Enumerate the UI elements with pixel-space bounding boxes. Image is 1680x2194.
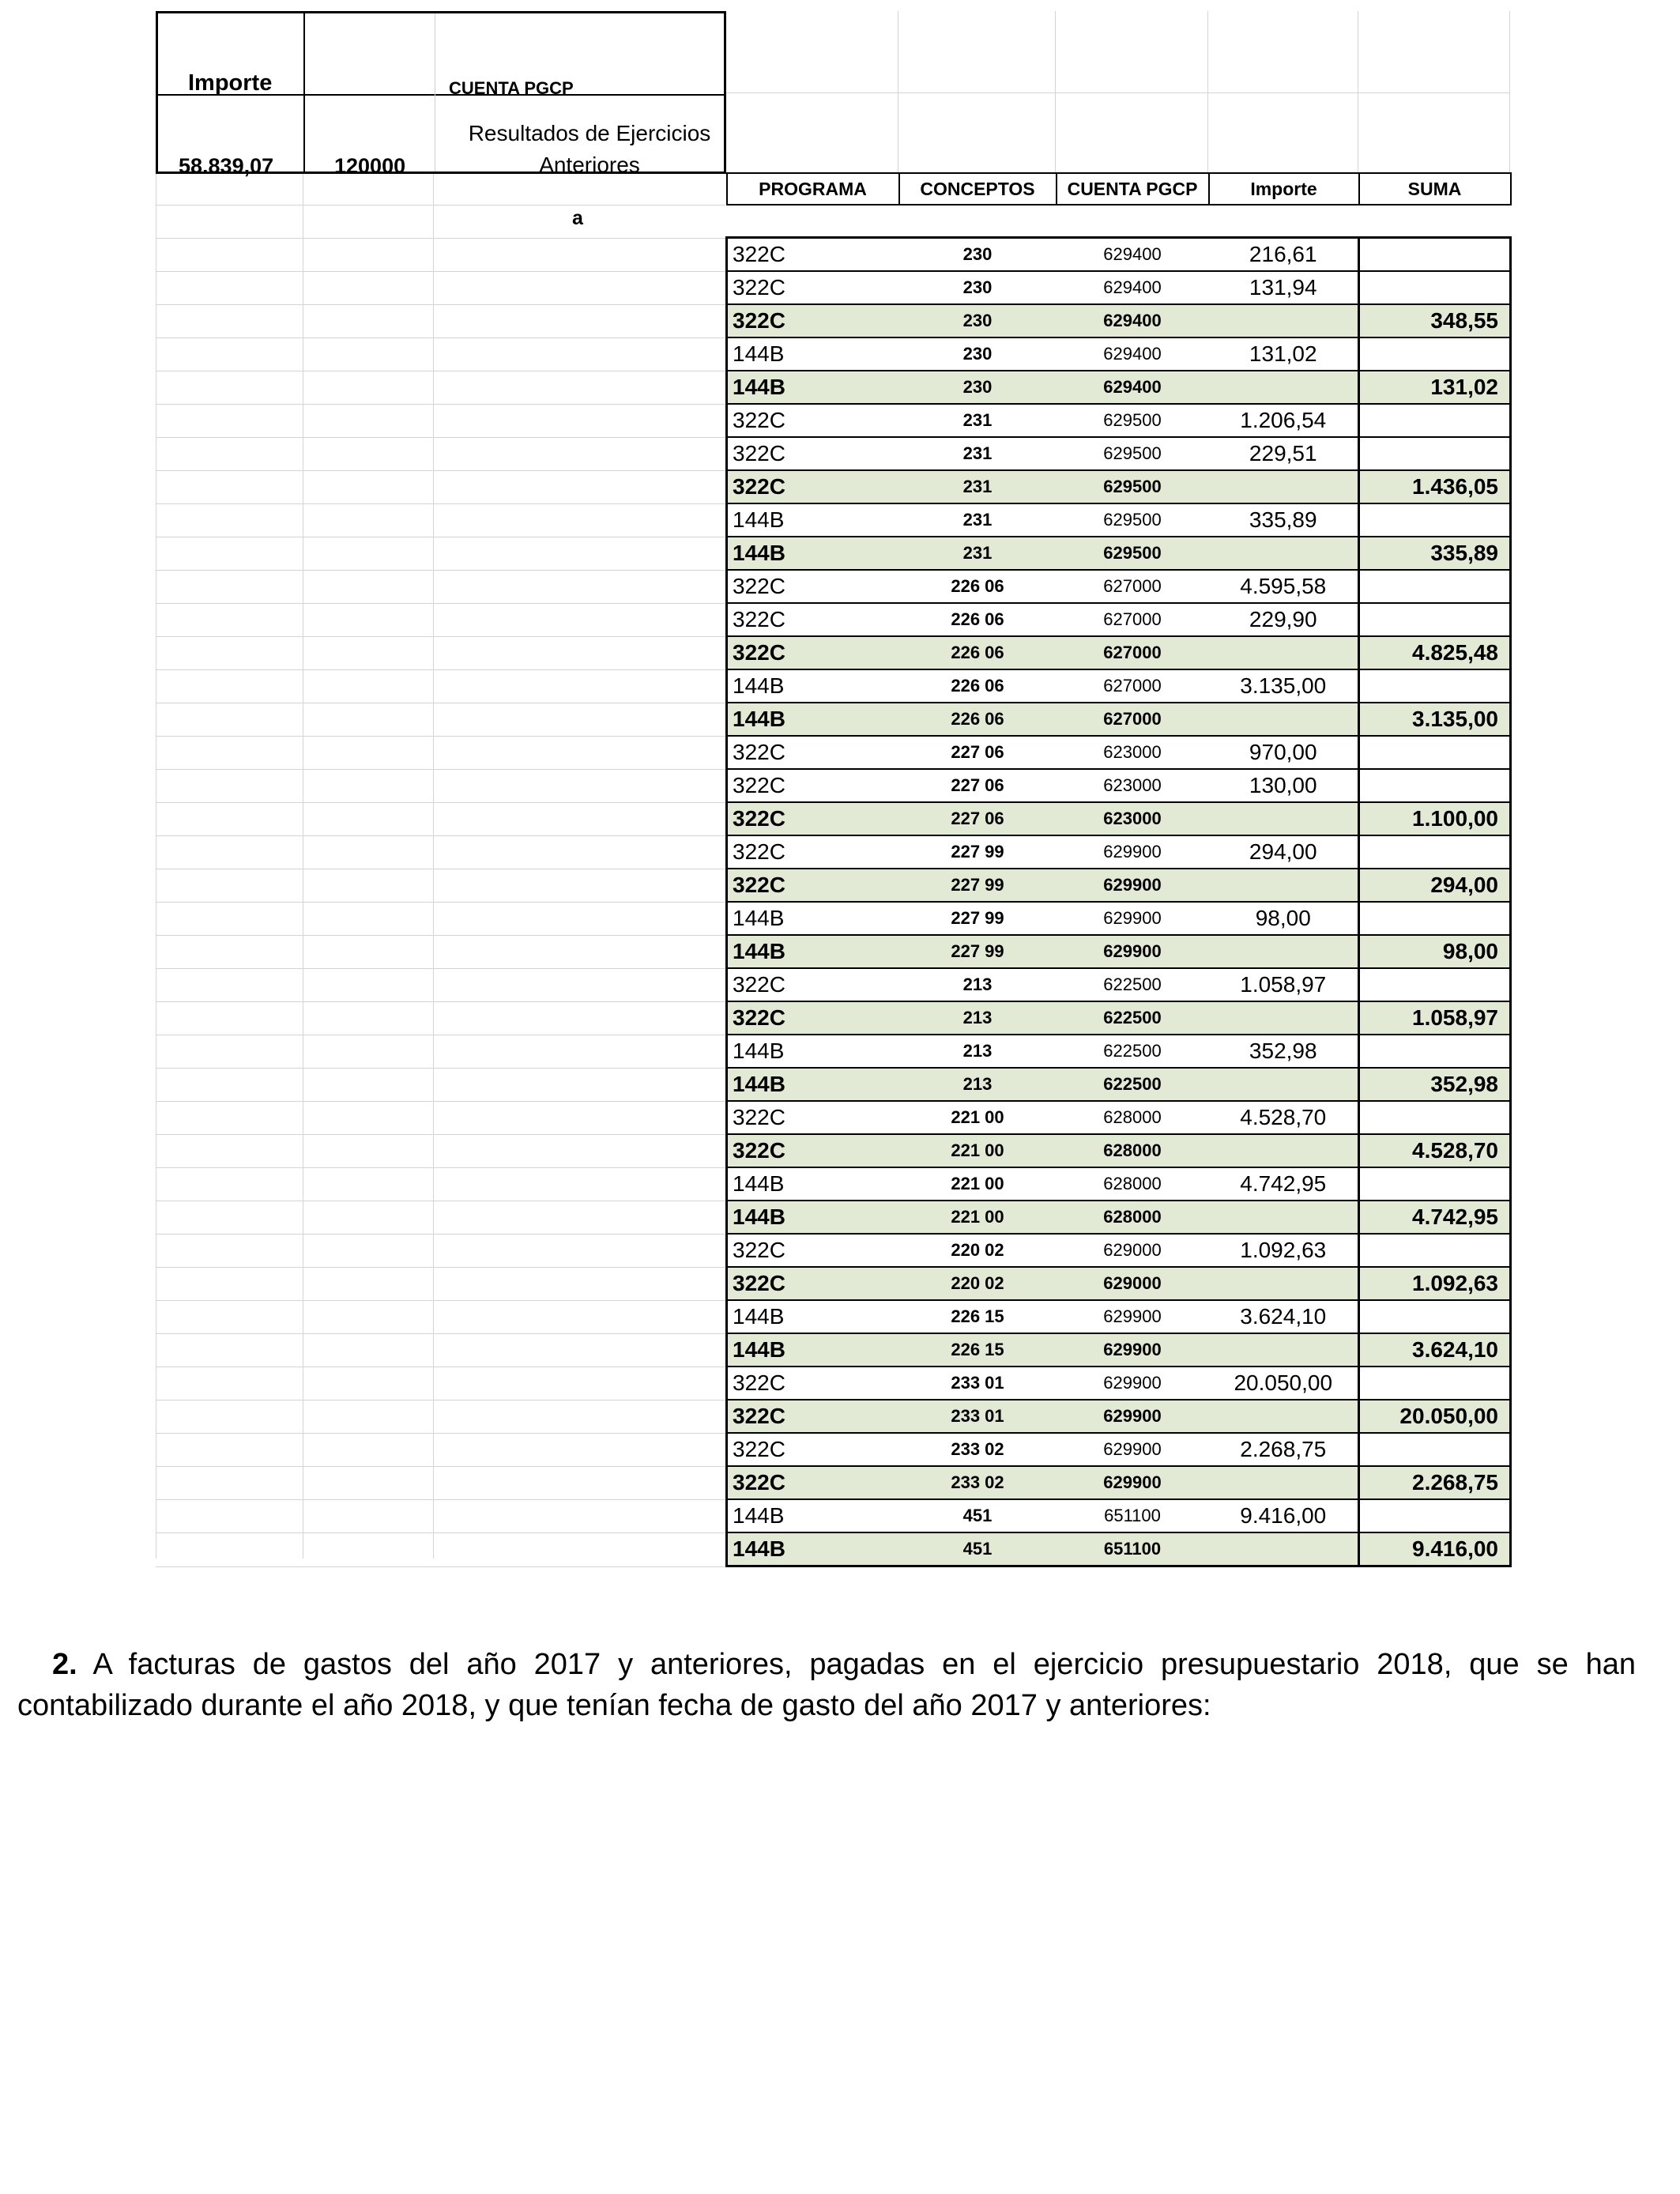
cell-cuenta: 627000 — [1057, 570, 1209, 603]
cell-suma — [1359, 902, 1511, 935]
cell-importe: 131,02 — [1209, 337, 1359, 371]
gridline — [156, 1234, 725, 1235]
cell-cuenta: 627000 — [1057, 669, 1209, 703]
table-body — [727, 205, 1511, 1566]
cell-cuenta: 623000 — [1057, 802, 1209, 835]
table-row — [727, 902, 1511, 935]
cell-importe — [1209, 935, 1359, 968]
cell-importe — [1209, 1134, 1359, 1167]
cell-cuenta: 622500 — [1057, 1035, 1209, 1068]
cell-suma — [1359, 1101, 1511, 1134]
cell-concepto: 451 — [899, 1499, 1057, 1532]
gridline — [156, 968, 725, 969]
cell-importe: 3.135,00 — [1209, 669, 1359, 703]
cell-programa: 322C — [727, 1400, 899, 1433]
cell-cuenta: 629000 — [1057, 1234, 1209, 1267]
gridline — [156, 238, 725, 239]
cell-programa: 144B — [727, 1035, 899, 1068]
cell-suma — [1359, 1499, 1511, 1532]
gridline — [156, 503, 725, 504]
cell-suma — [1359, 769, 1511, 802]
cell-programa: 322C — [727, 1367, 899, 1400]
cell-cuenta: 629000 — [1057, 1267, 1209, 1300]
cell-suma: 98,00 — [1359, 935, 1511, 968]
gridline — [156, 902, 725, 903]
cell-importe: 970,00 — [1209, 736, 1359, 769]
cell-programa: 322C — [727, 1134, 899, 1167]
cell-cuenta: 627000 — [1057, 636, 1209, 669]
cell-programa: 144B — [727, 1068, 899, 1101]
subtotal-row — [727, 636, 1511, 669]
cell-suma — [1359, 1300, 1511, 1333]
cell-cuenta: 651100 — [1057, 1532, 1209, 1566]
cell-concepto: 231 — [899, 470, 1057, 503]
cell-importe — [1209, 1001, 1359, 1035]
subtotal-row — [727, 802, 1511, 835]
gridline — [156, 470, 725, 471]
cell-importe: 1.092,63 — [1209, 1234, 1359, 1267]
cell-programa: 144B — [727, 503, 899, 537]
cell-programa: 144B — [727, 902, 899, 935]
gridline — [156, 1001, 725, 1002]
cell-concepto: 231 — [899, 537, 1057, 570]
gridline — [156, 1267, 725, 1268]
header-block — [156, 11, 726, 178]
table-row — [727, 1234, 1511, 1267]
cell-cuenta: 628000 — [1057, 1101, 1209, 1134]
cell-programa: 322C — [727, 304, 899, 337]
cell-concepto: 213 — [899, 1001, 1057, 1035]
cell-cuenta: 627000 — [1057, 703, 1209, 736]
cell-programa: 322C — [727, 404, 899, 437]
cell-concepto: 230 — [899, 271, 1057, 304]
cell-programa: 322C — [727, 470, 899, 503]
subtotal-row — [727, 470, 1511, 503]
table-row — [727, 968, 1511, 1001]
gridline — [156, 437, 725, 438]
cell-importe: 9.416,00 — [1209, 1499, 1359, 1532]
subtotal-row — [727, 1466, 1511, 1499]
cell-concepto: 233 01 — [899, 1367, 1057, 1400]
cell-programa: 322C — [727, 968, 899, 1001]
cell-cuenta: 629500 — [1057, 503, 1209, 537]
table-row — [727, 1300, 1511, 1333]
section-text: A facturas de gastos del año 2017 y anteriores, pagadas en el ejercicio presupuestario 2018, que se han contabilizado durante el año 2018, y que tenían fecha de gasto del año 2017 y anteriores: — [17, 1648, 1637, 1722]
table-row — [727, 570, 1511, 603]
cell-importe — [1209, 1068, 1359, 1101]
table-row — [727, 337, 1511, 371]
cell-cuenta: 628000 — [1057, 1201, 1209, 1234]
cell-concepto: 233 02 — [899, 1433, 1057, 1466]
cell-concepto: 221 00 — [899, 1201, 1057, 1234]
gridline — [156, 935, 725, 936]
cell-cuenta: 622500 — [1057, 968, 1209, 1001]
cell-suma — [1359, 1367, 1511, 1400]
cell-suma: 348,55 — [1359, 304, 1511, 337]
cell-importe — [1209, 537, 1359, 570]
cell-programa: 322C — [727, 1433, 899, 1466]
gridline — [156, 1300, 725, 1301]
cell-concepto: 226 06 — [899, 669, 1057, 703]
subtotal-row — [727, 869, 1511, 902]
cell-importe: 2.268,75 — [1209, 1433, 1359, 1466]
cell-suma: 1.092,63 — [1359, 1267, 1511, 1300]
cell-programa: 322C — [727, 271, 899, 304]
cell-concepto: 230 — [899, 304, 1057, 337]
cell-cuenta: 628000 — [1057, 1167, 1209, 1201]
spacer-row — [727, 205, 1511, 238]
cell-programa: 322C — [727, 603, 899, 636]
gridline — [156, 1101, 725, 1102]
cell-programa: 144B — [727, 337, 899, 371]
cell-suma — [1359, 669, 1511, 703]
cell-importe: 229,90 — [1209, 603, 1359, 636]
cell-importe — [1209, 1333, 1359, 1367]
cell-concepto: 226 06 — [899, 570, 1057, 603]
cell-programa: 144B — [727, 1532, 899, 1566]
cell-programa: 144B — [727, 935, 899, 968]
cell-concepto: 231 — [899, 437, 1057, 470]
cell-importe: 4.528,70 — [1209, 1101, 1359, 1134]
cell-cuenta: 629900 — [1057, 1367, 1209, 1400]
cell-programa: 322C — [727, 437, 899, 470]
cell-cuenta: 629900 — [1057, 1333, 1209, 1367]
cell-importe: 131,94 — [1209, 271, 1359, 304]
gridline — [156, 1068, 725, 1069]
cell-concepto: 221 00 — [899, 1134, 1057, 1167]
subtotal-row — [727, 935, 1511, 968]
cell-suma — [1359, 337, 1511, 371]
cell-cuenta: 629400 — [1057, 371, 1209, 404]
cell-suma — [1359, 603, 1511, 636]
cell-suma: 352,98 — [1359, 1068, 1511, 1101]
col-header-conceptos: CONCEPTOS — [899, 173, 1057, 205]
cell-importe: 216,61 — [1209, 238, 1359, 272]
cell-suma — [1359, 238, 1511, 272]
table-row — [727, 503, 1511, 537]
cell-programa: 144B — [727, 1499, 899, 1532]
cell-importe — [1209, 304, 1359, 337]
cell-importe — [1209, 1201, 1359, 1234]
cell-importe: 130,00 — [1209, 769, 1359, 802]
cell-concepto: 213 — [899, 968, 1057, 1001]
cell-suma — [1359, 835, 1511, 869]
cell-importe — [1209, 470, 1359, 503]
gridline — [156, 304, 725, 305]
gridline — [156, 337, 725, 338]
table-row — [727, 669, 1511, 703]
expense-table — [725, 172, 1512, 1567]
cell-cuenta: 629900 — [1057, 1466, 1209, 1499]
gridline — [156, 1466, 725, 1467]
cuenta-code: 120000 — [334, 154, 406, 178]
cell-suma: 9.416,00 — [1359, 1532, 1511, 1566]
cell-importe — [1209, 1532, 1359, 1566]
subtotal-row — [727, 304, 1511, 337]
cell-cuenta: 627000 — [1057, 603, 1209, 636]
table-row — [727, 1101, 1511, 1134]
cell-cuenta: 629400 — [1057, 337, 1209, 371]
cell-concepto: 227 06 — [899, 802, 1057, 835]
cell-suma — [1359, 1234, 1511, 1267]
cell-concepto: 230 — [899, 371, 1057, 404]
cell-cuenta: 629500 — [1057, 437, 1209, 470]
cell-suma — [1359, 570, 1511, 603]
cell-programa: 322C — [727, 1466, 899, 1499]
cell-programa: 144B — [727, 669, 899, 703]
cell-importe: 1.206,54 — [1209, 404, 1359, 437]
cell-cuenta: 629900 — [1057, 869, 1209, 902]
cell-importe — [1209, 802, 1359, 835]
cell-programa: 144B — [727, 1201, 899, 1234]
cell-importe: 4.595,58 — [1209, 570, 1359, 603]
subtotal-row — [727, 703, 1511, 736]
cell-cuenta: 629900 — [1057, 935, 1209, 968]
cell-cuenta: 629900 — [1057, 1400, 1209, 1433]
cell-importe: 1.058,97 — [1209, 968, 1359, 1001]
cell-suma: 1.100,00 — [1359, 802, 1511, 835]
table-row — [727, 736, 1511, 769]
subtotal-row — [727, 1134, 1511, 1167]
table-row — [727, 1433, 1511, 1466]
cell-programa: 144B — [727, 1167, 899, 1201]
cell-programa: 144B — [727, 1333, 899, 1367]
table-row — [727, 769, 1511, 802]
cell-cuenta: 623000 — [1057, 769, 1209, 802]
cell-importe: 20.050,00 — [1209, 1367, 1359, 1400]
cell-programa: 144B — [727, 371, 899, 404]
cell-concepto: 230 — [899, 337, 1057, 371]
table-row — [727, 437, 1511, 470]
cell-programa: 322C — [727, 802, 899, 835]
cell-importe — [1209, 1400, 1359, 1433]
cell-concepto: 230 — [899, 238, 1057, 272]
gridline — [156, 669, 725, 670]
cuenta-description: Resultados de Ejercicios Anteriores — [468, 121, 711, 177]
cell-concepto: 220 02 — [899, 1267, 1057, 1300]
table-row — [727, 1367, 1511, 1400]
col-header-suma: SUMA — [1359, 173, 1511, 205]
cell-suma: 335,89 — [1359, 537, 1511, 570]
cell-suma: 4.825,48 — [1359, 636, 1511, 669]
cell-cuenta: 628000 — [1057, 1134, 1209, 1167]
cell-concepto: 226 15 — [899, 1300, 1057, 1333]
cell-programa: 322C — [727, 769, 899, 802]
cell-concepto: 231 — [899, 404, 1057, 437]
cell-concepto: 227 99 — [899, 869, 1057, 902]
cell-programa: 322C — [727, 736, 899, 769]
cell-concepto: 213 — [899, 1035, 1057, 1068]
subtotal-row — [727, 1333, 1511, 1367]
cell-programa: 322C — [727, 636, 899, 669]
cell-concepto: 227 99 — [899, 902, 1057, 935]
cell-importe: 98,00 — [1209, 902, 1359, 935]
cell-suma: 3.624,10 — [1359, 1333, 1511, 1367]
gridline — [156, 1532, 725, 1533]
cell-suma: 1.058,97 — [1359, 1001, 1511, 1035]
gridline — [156, 1499, 725, 1500]
table-row — [727, 835, 1511, 869]
cell-suma — [1359, 1167, 1511, 1201]
cell-cuenta: 629400 — [1057, 271, 1209, 304]
cell-programa: 322C — [727, 1234, 899, 1267]
cell-suma: 294,00 — [1359, 869, 1511, 902]
cell-concepto: 226 06 — [899, 636, 1057, 669]
cell-suma: 131,02 — [1359, 371, 1511, 404]
cell-concepto: 213 — [899, 1068, 1057, 1101]
cell-suma — [1359, 271, 1511, 304]
cell-cuenta: 629400 — [1057, 304, 1209, 337]
cell-cuenta: 629500 — [1057, 537, 1209, 570]
table-row — [727, 238, 1511, 272]
gridline — [156, 1433, 725, 1434]
cell-programa: 322C — [727, 835, 899, 869]
gridline — [156, 1566, 725, 1567]
cell-concepto: 227 06 — [899, 736, 1057, 769]
cell-suma — [1359, 1433, 1511, 1466]
cell-suma — [1359, 968, 1511, 1001]
cell-suma: 2.268,75 — [1359, 1466, 1511, 1499]
cell-concepto: 221 00 — [899, 1167, 1057, 1201]
cell-concepto: 231 — [899, 503, 1057, 537]
importe-value: 58.839,07 — [179, 154, 274, 178]
cell-importe: 4.742,95 — [1209, 1167, 1359, 1201]
subtotal-row — [727, 1068, 1511, 1101]
cell-programa: 322C — [727, 570, 899, 603]
cell-cuenta: 629500 — [1057, 404, 1209, 437]
cell-importe — [1209, 371, 1359, 404]
cell-importe: 294,00 — [1209, 835, 1359, 869]
cell-cuenta: 629900 — [1057, 902, 1209, 935]
gridline — [156, 271, 725, 272]
header-column-divider — [303, 13, 305, 172]
cell-cuenta: 622500 — [1057, 1001, 1209, 1035]
cell-programa: 322C — [727, 1267, 899, 1300]
cell-cuenta: 629900 — [1057, 1433, 1209, 1466]
cell-concepto: 227 99 — [899, 935, 1057, 968]
cell-suma — [1359, 1035, 1511, 1068]
marker-label: a — [572, 207, 583, 229]
gridline — [156, 603, 725, 604]
subtotal-row — [727, 1400, 1511, 1433]
gridline — [156, 1167, 725, 1168]
cell-suma — [1359, 404, 1511, 437]
gridline — [156, 769, 725, 770]
cell-importe — [1209, 703, 1359, 736]
cell-cuenta: 651100 — [1057, 1499, 1209, 1532]
cell-cuenta: 629500 — [1057, 470, 1209, 503]
subtotal-row — [727, 1001, 1511, 1035]
table-header-row — [727, 173, 1511, 205]
subtotal-row — [727, 537, 1511, 570]
cell-suma: 1.436,05 — [1359, 470, 1511, 503]
subtotal-row — [727, 371, 1511, 404]
cell-cuenta: 622500 — [1057, 1068, 1209, 1101]
cell-suma: 4.742,95 — [1359, 1201, 1511, 1234]
cell-programa: 322C — [727, 869, 899, 902]
cell-concepto: 227 99 — [899, 835, 1057, 869]
cell-cuenta: 629900 — [1057, 835, 1209, 869]
cell-programa: 322C — [727, 1101, 899, 1134]
gridline — [156, 636, 725, 637]
cell-cuenta: 629400 — [1057, 238, 1209, 272]
col-header-programa: PROGRAMA — [727, 173, 899, 205]
cell-programa: 144B — [727, 537, 899, 570]
table-row — [727, 1167, 1511, 1201]
cell-concepto: 226 06 — [899, 703, 1057, 736]
cell-suma: 3.135,00 — [1359, 703, 1511, 736]
cell-importe: 3.624,10 — [1209, 1300, 1359, 1333]
cell-importe — [1209, 1267, 1359, 1300]
table-row — [727, 404, 1511, 437]
cell-importe: 335,89 — [1209, 503, 1359, 537]
importe-label: Importe — [188, 70, 273, 96]
cell-cuenta: 629900 — [1057, 1300, 1209, 1333]
cell-programa: 144B — [727, 1300, 899, 1333]
gridline — [156, 802, 725, 803]
cell-importe — [1209, 869, 1359, 902]
table-row — [727, 1499, 1511, 1532]
gridline — [156, 570, 725, 571]
cell-concepto: 226 06 — [899, 603, 1057, 636]
cell-concepto: 233 02 — [899, 1466, 1057, 1499]
cell-suma — [1359, 736, 1511, 769]
cell-suma — [1359, 503, 1511, 537]
table-row — [727, 1035, 1511, 1068]
cell-importe: 352,98 — [1209, 1035, 1359, 1068]
cell-importe: 229,51 — [1209, 437, 1359, 470]
gridline — [156, 1333, 725, 1334]
table-row — [727, 271, 1511, 304]
gridline — [156, 404, 725, 405]
cell-concepto: 451 — [899, 1532, 1057, 1566]
cell-suma: 20.050,00 — [1359, 1400, 1511, 1433]
col-header-cuenta: CUENTA PGCP — [1057, 173, 1209, 205]
subtotal-row — [727, 1532, 1511, 1566]
gridline — [156, 736, 725, 737]
cell-concepto: 220 02 — [899, 1234, 1057, 1267]
cell-cuenta: 623000 — [1057, 736, 1209, 769]
gridline — [156, 835, 725, 836]
section-paragraph — [17, 1644, 1636, 1726]
cell-suma — [1359, 437, 1511, 470]
cell-programa: 322C — [727, 1001, 899, 1035]
cell-concepto: 221 00 — [899, 1101, 1057, 1134]
cell-concepto: 227 06 — [899, 769, 1057, 802]
cell-suma: 4.528,70 — [1359, 1134, 1511, 1167]
cuenta-label: CUENTA PGCP — [449, 78, 574, 98]
section-number: 2. — [52, 1648, 77, 1681]
gridline — [156, 1134, 725, 1135]
cell-importe — [1209, 1466, 1359, 1499]
cell-concepto: 226 15 — [899, 1333, 1057, 1367]
subtotal-row — [727, 1267, 1511, 1300]
cell-programa: 322C — [727, 238, 899, 272]
table-row — [727, 603, 1511, 636]
cell-concepto: 233 01 — [899, 1400, 1057, 1433]
col-header-importe: Importe — [1209, 173, 1359, 205]
cell-programa: 144B — [727, 703, 899, 736]
subtotal-row — [727, 1201, 1511, 1234]
cell-importe — [1209, 636, 1359, 669]
